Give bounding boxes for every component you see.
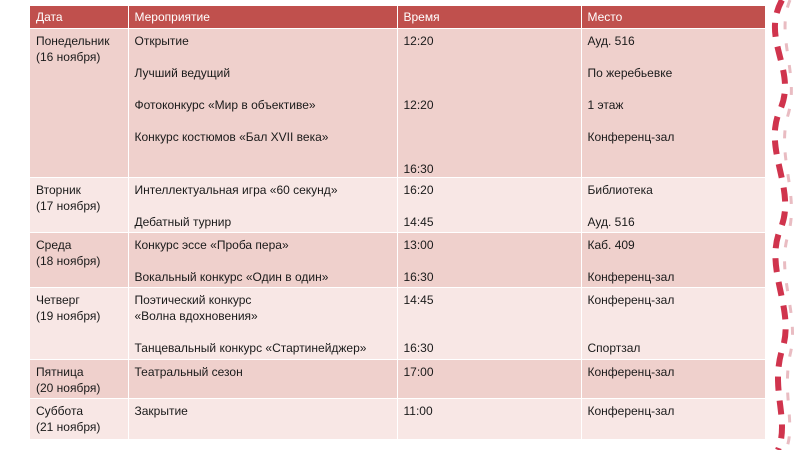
event-cell [128, 288, 397, 360]
cell-line [135, 113, 391, 129]
header-place: Место [581, 6, 765, 29]
cell-line [588, 198, 759, 214]
cell-line [135, 81, 391, 97]
table-row [30, 233, 765, 288]
cell-line [135, 198, 391, 214]
cell-line [135, 49, 391, 65]
cell-line [135, 324, 391, 340]
cell-line: По жеребьевке [587, 66, 673, 80]
time-cell [397, 178, 581, 233]
time-cell [397, 288, 581, 360]
cell-line: Конкурс эссе «Проба пера» [134, 238, 289, 252]
schedule-body [30, 29, 765, 439]
cell-line [404, 308, 575, 324]
cell-line: Конференц-зал [587, 130, 675, 144]
cell-line [588, 81, 759, 97]
cell-line: Суббота [36, 404, 83, 418]
header-date: Дата [30, 6, 128, 29]
cell-line: Фотоконкурс «Мир в объективе» [134, 98, 316, 112]
time-cell [397, 360, 581, 399]
header-time: Время [397, 6, 581, 29]
cell-line: 14:45 [403, 215, 434, 229]
cell-line: Пятница [36, 365, 84, 379]
schedule-table [30, 6, 766, 439]
cell-line: Открытие [134, 34, 189, 48]
date-cell [30, 29, 128, 178]
cell-line: Интеллектуальная игра «60 секунд» [134, 183, 338, 197]
event-cell [128, 178, 397, 233]
cell-line: Конкурс костюмов «Бал XVII века» [134, 130, 329, 144]
date-cell [30, 233, 128, 288]
cell-line [404, 145, 575, 161]
cell-line [588, 324, 759, 340]
event-cell [128, 399, 397, 439]
cell-line: Поэтический конкурс [134, 293, 252, 307]
cell-line [588, 113, 759, 129]
table-row [30, 288, 765, 360]
cell-line [404, 65, 575, 81]
cell-line: 12:20 [403, 98, 434, 112]
cell-line [404, 324, 575, 340]
cell-line [588, 253, 759, 269]
table-row [30, 178, 765, 233]
cell-line: Дебатный турнир [134, 215, 232, 229]
cell-line: Лучший ведущий [134, 66, 231, 80]
cell-line: (16 ноября) [36, 50, 101, 64]
cell-line: Танцевальный конкурс «Стартинейджер» [134, 341, 367, 355]
cell-line: Конференц-зал [587, 270, 675, 284]
cell-line: (17 ноября) [36, 199, 101, 213]
date-cell [30, 288, 128, 360]
cell-line: 17:00 [403, 365, 434, 379]
cell-line: Среда [36, 238, 72, 252]
place-cell [581, 288, 765, 360]
cell-line: Закрытие [134, 404, 188, 418]
cell-line: 16:30 [403, 341, 434, 355]
date-cell [30, 178, 128, 233]
event-cell [128, 233, 397, 288]
cell-line [135, 145, 391, 161]
place-cell [581, 233, 765, 288]
cell-line: Каб. 409 [587, 238, 635, 252]
cell-line: Ауд. 516 [587, 215, 635, 229]
cell-line: (19 ноября) [36, 309, 101, 323]
header-event: Мероприятие [128, 6, 397, 29]
cell-line: 13:00 [403, 238, 434, 252]
cell-line [404, 113, 575, 129]
cell-line: Понедельник [36, 34, 110, 48]
cell-line: Конференц-зал [587, 404, 675, 418]
cell-line: Театральный сезон [134, 365, 243, 379]
table-row [30, 399, 765, 439]
time-cell [397, 399, 581, 439]
time-cell [397, 233, 581, 288]
cell-line: Ауд. 516 [587, 34, 635, 48]
date-cell [30, 360, 128, 399]
event-cell [128, 29, 397, 178]
cell-line: Вокальный конкурс «Один в один» [134, 270, 329, 284]
cell-line: 16:30 [403, 162, 434, 176]
cell-line: (20 ноября) [36, 381, 101, 395]
cell-line: Четверг [36, 293, 80, 307]
table-row [30, 29, 765, 178]
cell-line: «Волна вдохновения» [134, 309, 258, 323]
cell-line [404, 129, 575, 145]
cell-line: 1 этаж [587, 98, 624, 112]
cell-line [135, 253, 391, 269]
cell-line [404, 253, 575, 269]
cell-line: Вторник [36, 183, 81, 197]
cell-line: (18 ноября) [36, 254, 101, 268]
cell-line [588, 308, 759, 324]
date-cell [30, 399, 128, 439]
cell-line [404, 49, 575, 65]
place-cell [581, 399, 765, 439]
event-cell [128, 360, 397, 399]
cell-line [404, 81, 575, 97]
place-cell [581, 29, 765, 178]
table-row [30, 360, 765, 399]
cell-line: Спортзал [587, 341, 641, 355]
table-header-row [30, 6, 765, 29]
cell-line: Библиотека [587, 183, 653, 197]
cell-line: 16:30 [403, 270, 434, 284]
cell-line: Конференц-зал [587, 365, 675, 379]
cell-line: Конференц-зал [587, 293, 675, 307]
cell-line: 14:45 [403, 293, 434, 307]
cell-line [404, 198, 575, 214]
time-cell [397, 29, 581, 178]
cell-line: 12:20 [403, 34, 434, 48]
cell-line: 11:00 [403, 404, 433, 418]
cell-line: (21 ноября) [36, 420, 101, 434]
cell-line [588, 49, 759, 65]
place-cell [581, 360, 765, 399]
cell-line: 16:20 [403, 183, 434, 197]
place-cell [581, 178, 765, 233]
